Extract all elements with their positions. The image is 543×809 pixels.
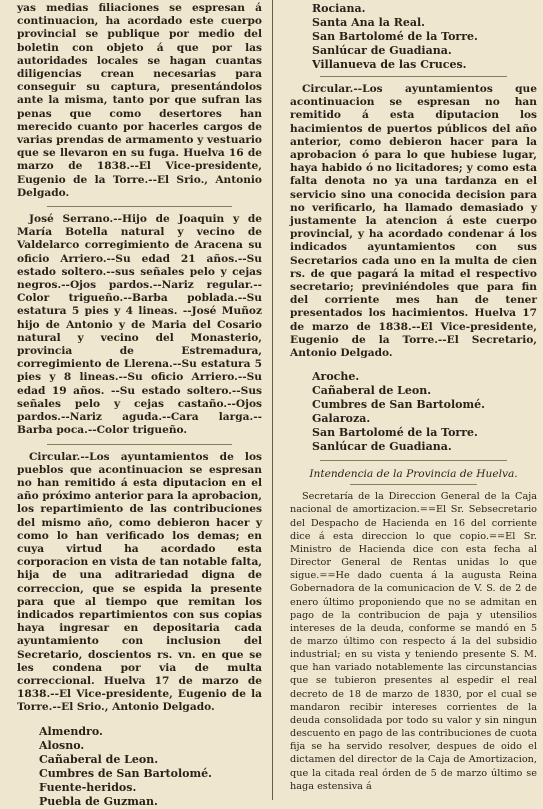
right-column xyxy=(278,0,543,800)
deserters-notice-paragraph: yas medias filiaciones se espresan á continuacion, ha acordado este cuerpo provincial se publique por medio del boletin con objeto á que por las autoridades locales se hagan cuantas diligencias crean necesarias para conseguir su captura, presentándolos ante la misma, tanto por que sufran las penas que como desertores han merecido cuanto por hacerles cargos de varias prendas de armamento y vestuario que se llevaron en su fuga. Huelva 16 de marzo de 1838.--El Vice-presidente, Eugenio de la Torre.--El Srio., Antonio Delgado. xyxy=(17,2,262,199)
list-item: Sanlúcar de Guadiana. xyxy=(312,440,452,454)
town-list xyxy=(290,370,537,454)
list-item: Aroche. xyxy=(312,370,360,384)
deserters-description-paragraph: José Serrano.--Hijo de Joaquin y de María Botella natural y vecino de Valdelarco corregimiento de Aracena su oficio Arriero.--Su edad 21 años.--Su estado soltero.--sus señales pelo y cejas negros.--Ojos pardos.--Nariz regular.--Color trigueño.--Barba poblada.--Su estatura 5 pies y 4 lineas. --José Muñoz hijo de Antonio y de Maria del Cosario natural y vecino del Monasterio, provincia de Estremadura, corregimiento de Llerena.--Su estatura 5 pies y 8 lineas.--Su oficio Arriero.--Su edad 19 años. --Su estado soltero.--Sus señales pelo y cejas castaño.--Ojos pardos.--Nariz aguda.--Cara larga.--Barba poca.--Color trigueño. xyxy=(17,213,262,437)
list-item: Puebla de Guzman. xyxy=(39,794,158,808)
list-item: Galaroza. xyxy=(312,412,371,426)
circular-repartimientos-paragraph: Circular.--Los ayuntamientos de los pueblos que acontinuacion se espresan no han remitido á esta diputacion en el año próximo anterior para la aprobacion, los repartimiento de las contribuciones del mismo año, como debieron hacer y como lo han verificado los demas; en cuya virtud ha acordado esta corporacion en vista de tan notable falta, hija de una aditrariedad digna de correccion, que se espida la presente para que al tiempo que remitan los indicados repartimientos con sus copias haya ingresar en depositaria cada ayuntamiento con inclusion del Secretario, doscientos rs. vn. en que se les condena por via de multa correccional. Huelva 17 de marzo de 1838.--El Vice-presidente, Eugenio de la Torre.--El Srio., Antonio Delgado. xyxy=(17,450,262,714)
list-item: Cañaberal de Leon. xyxy=(39,752,159,766)
list-item: Cañaberal de Leon. xyxy=(312,384,432,398)
section-divider xyxy=(47,206,232,207)
column-rule xyxy=(272,0,273,800)
list-item: Fuente-heridos. xyxy=(39,780,137,794)
list-item: Cumbres de San Bartolomé. xyxy=(312,398,485,412)
list-item: Sanlúcar de Guadiana. xyxy=(312,44,452,57)
list-item: Almendro. xyxy=(39,724,103,738)
list-item: Villanueva de las Cruces. xyxy=(312,58,467,71)
list-item: Alosno. xyxy=(39,738,85,752)
town-list xyxy=(17,725,262,809)
list-item: Santa Ana la Real. xyxy=(312,16,426,29)
amortizacion-paragraph: Secretaría de la Direccion General de la Caja nacional de amortizacion.==El Sr. Sebsecretario del Despacho de Hacienda en 16 del corriente dice á esta direccion lo que copio.==El Sr. Ministro de Hacienda dice con esta fecha al Director General de Rentas unidas lo que sigue.==He dado cuenta á la augusta Reina Gobernadora de la comunicacion de V. S. de 2 de enero último proponiendo que no se admitan en pago de la contribucion de paja y utensilios intereses de la deuda, conforme se mandó en 5 de marzo último con respecto á la del subsidio industrial; en su vista y teniendo presente S. M. que han variado notablemente las circunstancias que se tubieron presentes al espedir el real decreto de 18 de marzo de 1830, por el cual se mandaron recibir intereses corrientes de la deuda consolidada por todo su valor y sin ningun descuento en pago de las contribuciones de cuota fija se ha servido resolver, despues de oido el dictamen del director de la Caja de Amortizacion, que la citada real órden de 5 de marzo último se haga estensiva á xyxy=(290,491,537,792)
list-item: Cumbres de San Bartolomé. xyxy=(39,766,212,780)
section-divider xyxy=(47,444,232,445)
town-list xyxy=(290,2,537,72)
section-heading: Intendencia de la Provincia de Huelva. xyxy=(309,468,518,481)
section-divider xyxy=(350,484,477,485)
left-column xyxy=(0,0,268,808)
list-item: San Bartolomé de la Torre. xyxy=(312,426,478,440)
circular-hacimientos-paragraph: Circular.--Los ayuntamientos que acontinuacion se espresan no han remitido á esta diputacion los hacimientos de puertos públicos del año anterior, como debieron hacer para la aprobacion ó para lo que hubiese lugar, haya habido ó no licitadores; y como esta falta denota no ya una tardanza en el servicio sino una conocida decision para no verificarlo, ha llamado demasiado y justamente la atencion á este cuerpo provincial, y ha acordado condenar á los indicados ayuntamientos con sus Secretarios cada uno en la multa de cien rs. de que pagará la mitad el respectivo secretario; previniéndoles que para fin del corriente mes han de tener presentados los hacimientos. Huelva 17 de marzo de 1838.--El Vice-presidente, Eugenio de la Torre.--El Secretario, Antonio Delgado. xyxy=(290,83,537,360)
list-item: San Bartolomé de la Torre. xyxy=(312,30,478,43)
section-divider xyxy=(320,76,507,77)
list-item: Rociana. xyxy=(312,2,366,15)
section-divider xyxy=(320,460,507,461)
